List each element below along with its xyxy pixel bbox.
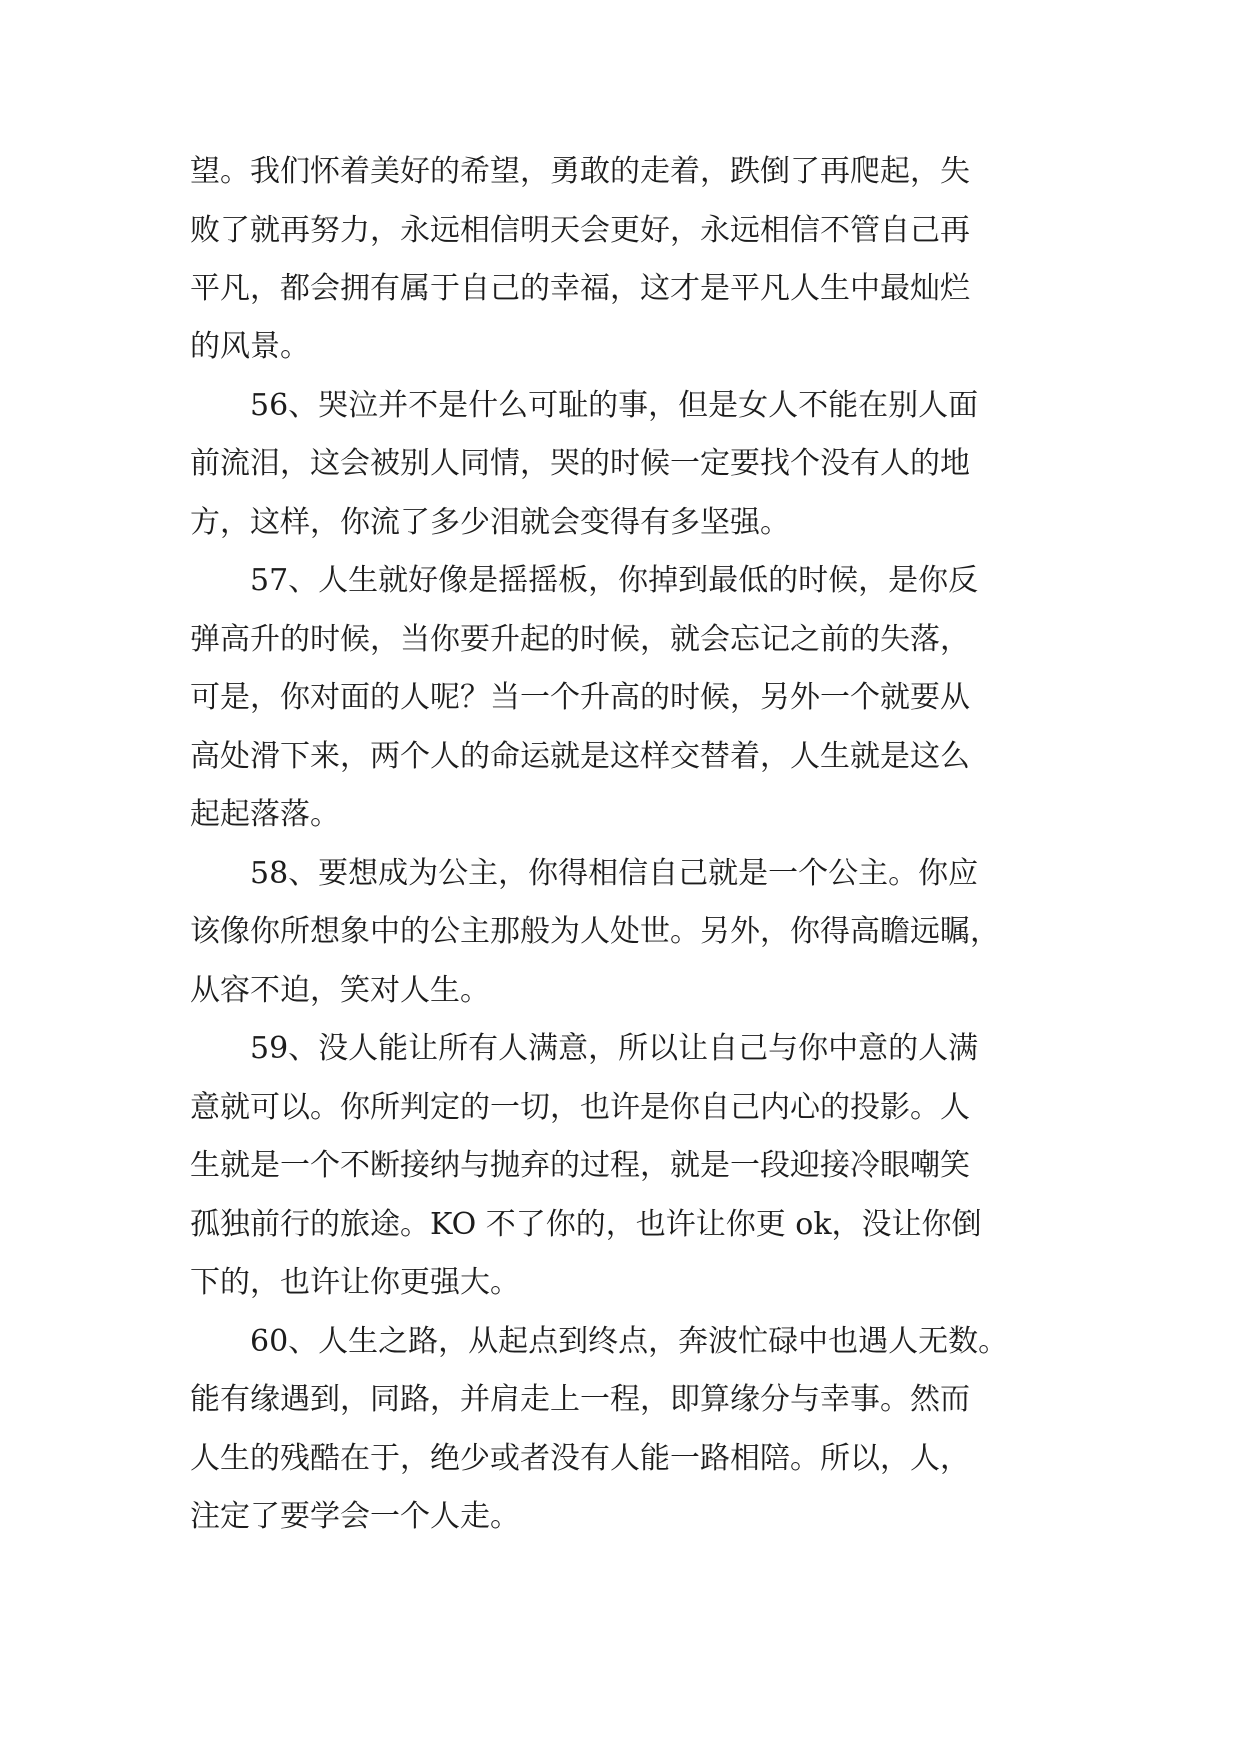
text-line: 弹高升的时候，当你要升起的时候，就会忘记之前的失落， (190, 622, 970, 657)
text-line: 该像你所想象中的公主那般为人处世。另外，你得高瞻远瞩， (190, 914, 1000, 949)
text-line: 孤独前行的旅途。KO 不了你的，也许让你更 ok，没让你倒 (190, 1207, 982, 1242)
paragraph-58-start: 58、要想成为公主，你得相信自己就是一个公主。你应 (250, 856, 979, 891)
text-line: 方，这样，你流了多少泪就会变得有多坚强。 (190, 505, 790, 540)
text-line: 望。我们怀着美好的希望，勇敢的走着，跌倒了再爬起，失 (190, 154, 970, 189)
paragraph-60-start: 60、人生之路，从起点到终点，奔波忙碌中也遇人无数。 (250, 1324, 1009, 1359)
text-line: 的风景。 (190, 329, 310, 364)
text-line: 能有缘遇到，同路，并肩走上一程，即算缘分与幸事。然而 (190, 1382, 970, 1417)
text-line: 人生的残酷在于，绝少或者没有人能一路相陪。所以，人， (190, 1441, 970, 1476)
paragraph-56-start: 56、哭泣并不是什么可耻的事，但是女人不能在别人面 (250, 388, 979, 423)
paragraph-57-start: 57、人生就好像是摇摇板，你掉到最低的时候，是你反 (250, 563, 979, 598)
text-line: 意就可以。你所判定的一切，也许是你自己内心的投影。人 (190, 1090, 970, 1125)
text-line: 高处滑下来，两个人的命运就是这样交替着，人生就是这么 (190, 739, 970, 774)
text-line: 败了就再努力，永远相信明天会更好，永远相信不管自己再 (190, 213, 970, 248)
text-line: 生就是一个不断接纳与抛弃的过程，就是一段迎接冷眼嘲笑 (190, 1148, 970, 1183)
text-line: 可是，你对面的人呢？当一个升高的时候，另外一个就要从 (190, 680, 970, 715)
text-line: 平凡，都会拥有属于自己的幸福，这才是平凡人生中最灿烂 (190, 271, 970, 306)
paragraph-59-start: 59、没人能让所有人满意，所以让自己与你中意的人满 (250, 1031, 979, 1066)
text-line: 注定了要学会一个人走。 (190, 1499, 520, 1534)
text-line: 起起落落。 (190, 797, 340, 832)
text-line: 从容不迫，笑对人生。 (190, 973, 490, 1008)
text-line: 前流泪，这会被别人同情，哭的时候一定要找个没有人的地 (190, 446, 970, 481)
text-line: 下的，也许让你更强大。 (190, 1265, 520, 1300)
